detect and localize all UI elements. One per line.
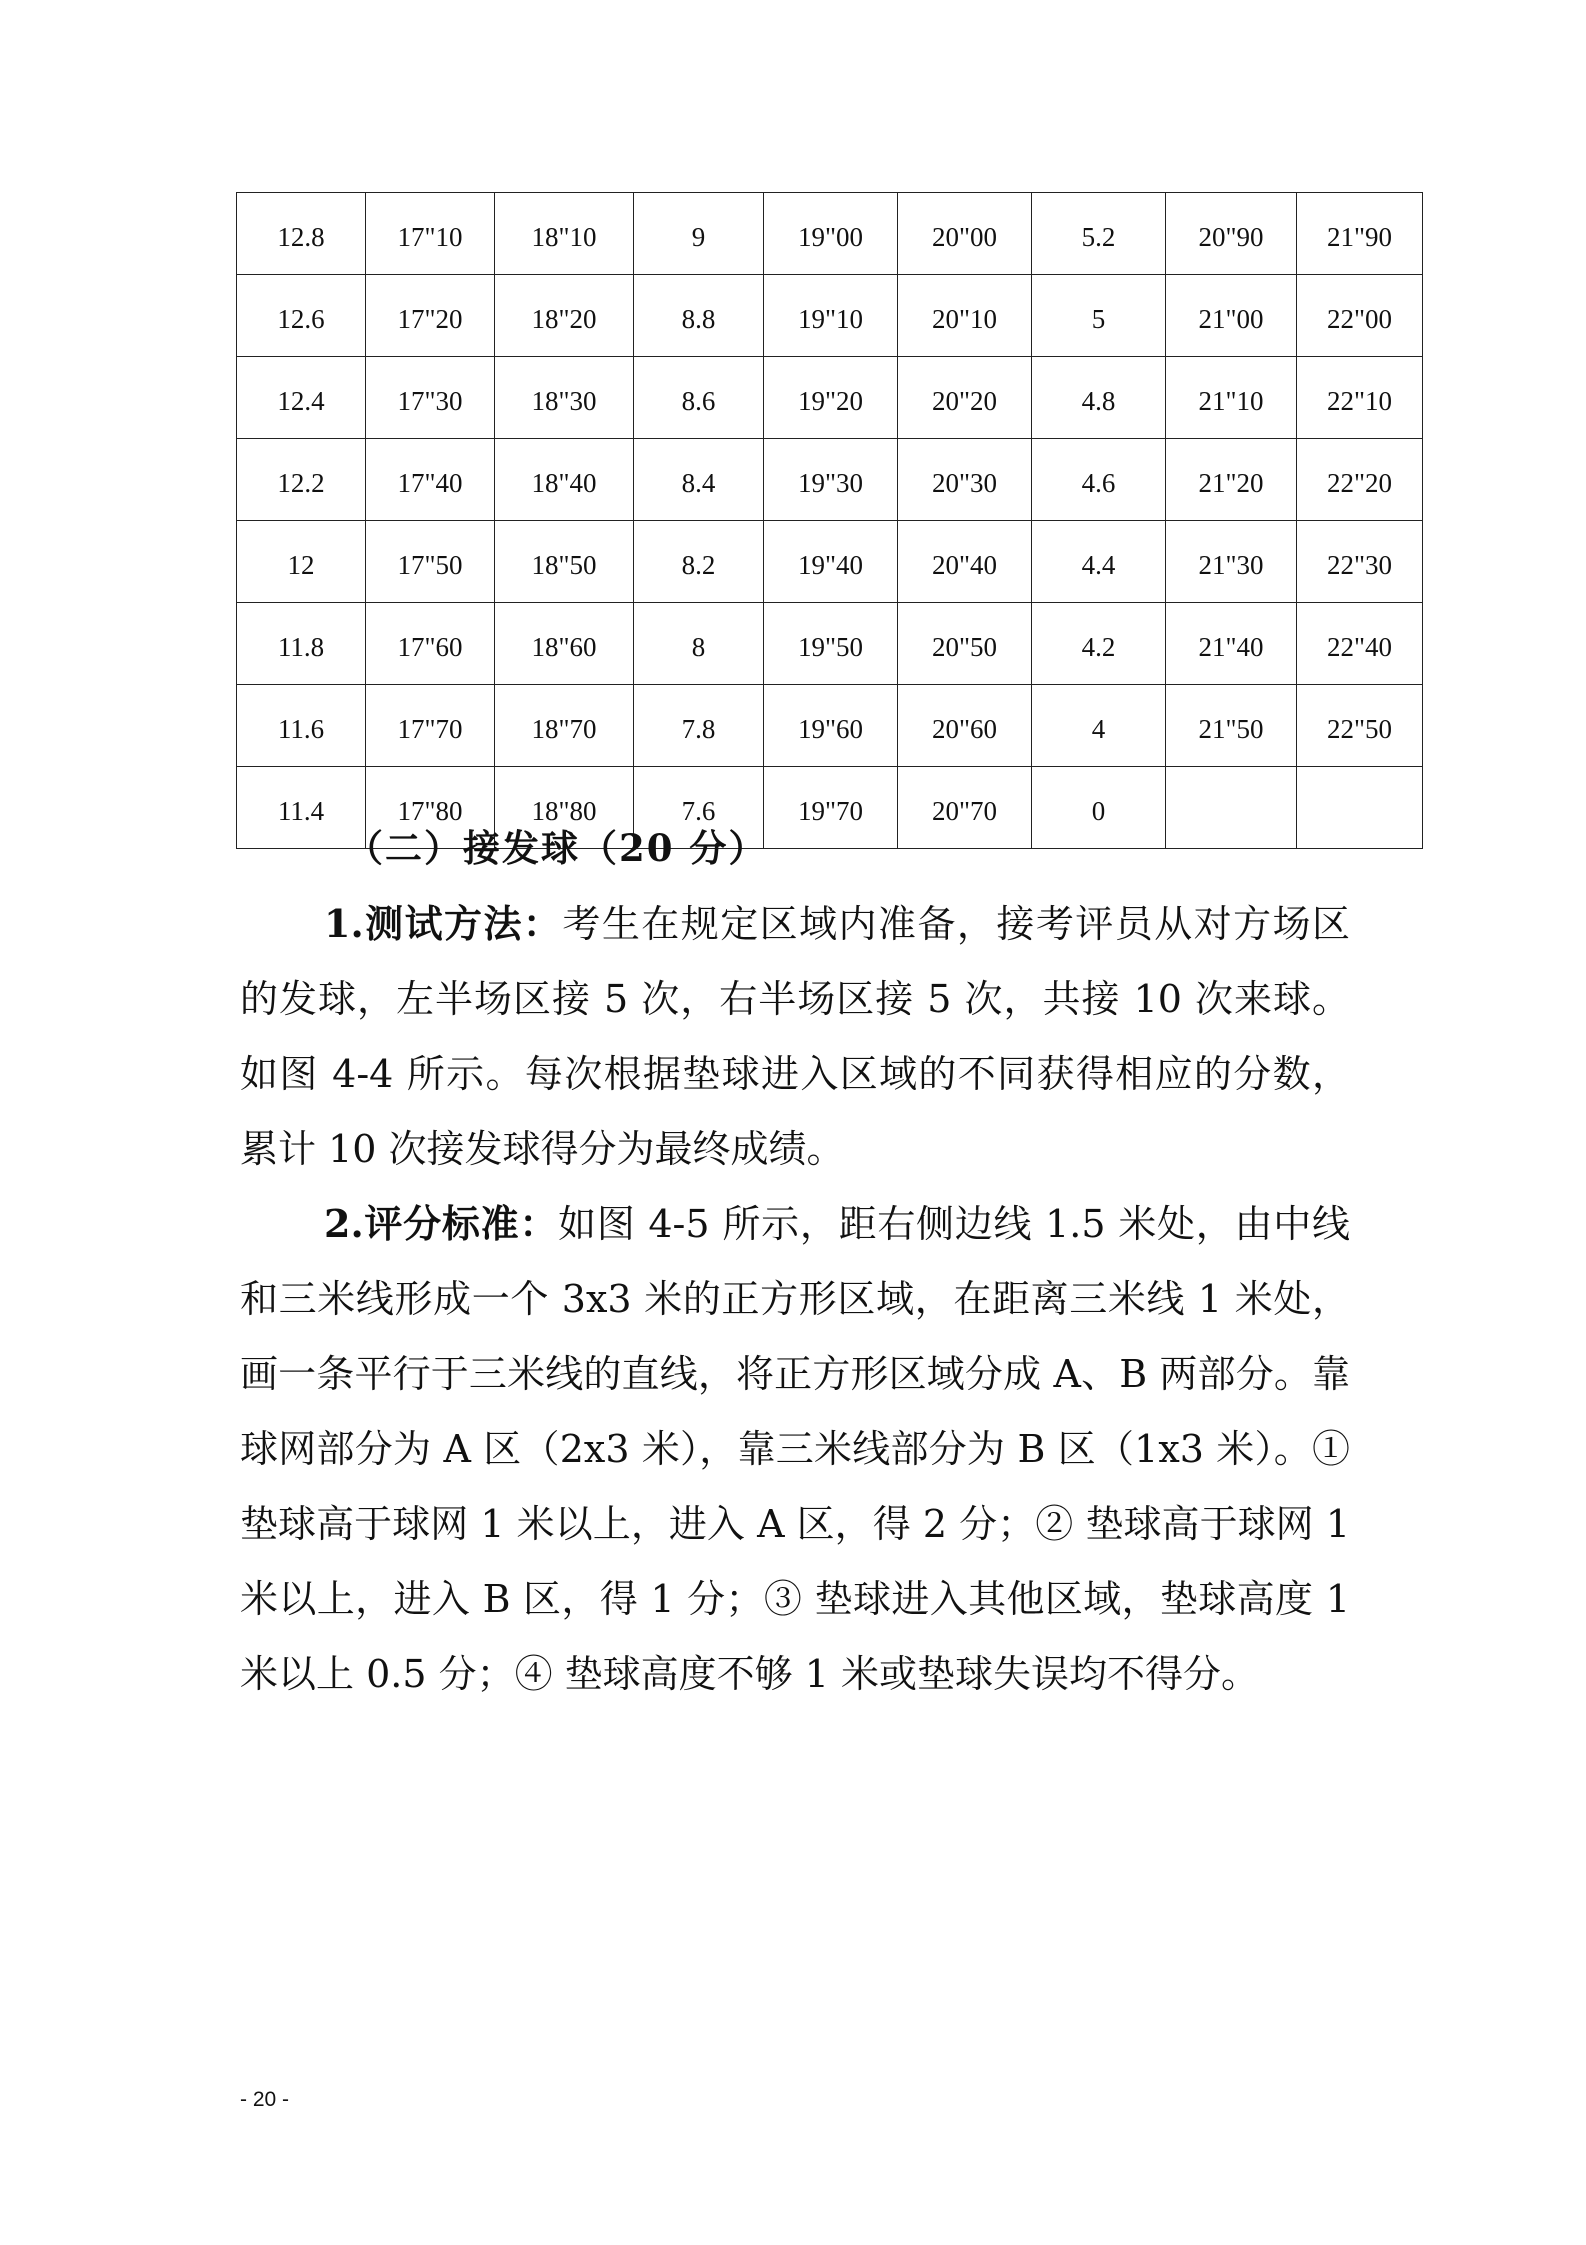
table-cell: 17"40 — [366, 439, 495, 521]
table-cell: 18"20 — [495, 275, 634, 357]
table-cell: 18"60 — [495, 603, 634, 685]
table-row — [237, 275, 1423, 357]
score-table-body — [237, 193, 1423, 849]
table-cell: 4.2 — [1032, 603, 1166, 685]
table-cell: 7.6 — [634, 767, 764, 849]
table-cell: 12 — [237, 521, 366, 603]
table-cell: 8.6 — [634, 357, 764, 439]
table-cell: 4.4 — [1032, 521, 1166, 603]
table-cell: 11.8 — [237, 603, 366, 685]
table-cell: 4.6 — [1032, 439, 1166, 521]
table-cell: 17"70 — [366, 685, 495, 767]
table-cell: 22"20 — [1297, 439, 1423, 521]
table-cell: 12.2 — [237, 439, 366, 521]
table-cell: 4 — [1032, 685, 1166, 767]
table-cell: 8 — [634, 603, 764, 685]
table-cell: 19"70 — [764, 767, 898, 849]
table-cell: 8.4 — [634, 439, 764, 521]
table-row — [237, 521, 1423, 603]
table-cell: 8.8 — [634, 275, 764, 357]
scoring-standard-text: 如图 4-5 所示，距右侧边线 1.5 米处，由中线和三米线形成一个 3x3 米的正方形区域，在距离三米线 1 米处，画一条平行于三米线的直线，将正方形区域分成 A、B 两部分。靠球网部分为 A 区（2x3 米），靠三米线部分为 B 区（1x3 米）。① 垫球高于球网 1 米以上，进入 A 区，得 2 分；② 垫球高于球网 1 米以上，进入 B 区，得 1 分；③ 垫球进入其他区域，垫球高度 1 米以上 0.5 分；④ 垫球高度不够 1 米或垫球失误均不得分。 — [240, 1202, 1351, 1696]
table-cell: 21"00 — [1166, 275, 1297, 357]
test-method-label: 1.测试方法： — [324, 901, 563, 946]
table-cell: 5 — [1032, 275, 1166, 357]
table-cell: 18"10 — [495, 193, 634, 275]
table-cell: 12.8 — [237, 193, 366, 275]
table-cell: 17"60 — [366, 603, 495, 685]
table-cell: 22"30 — [1297, 521, 1423, 603]
table-cell: 11.6 — [237, 685, 366, 767]
table-cell: 21"30 — [1166, 521, 1297, 603]
table-cell: 21"90 — [1297, 193, 1423, 275]
table-cell: 19"30 — [764, 439, 898, 521]
table-row — [237, 685, 1423, 767]
table-cell: 9 — [634, 193, 764, 275]
table-cell: 20"60 — [898, 685, 1032, 767]
test-method-paragraph — [240, 886, 1350, 1187]
table-cell: 17"20 — [366, 275, 495, 357]
table-cell: 18"30 — [495, 357, 634, 439]
table-cell: 18"50 — [495, 521, 634, 603]
table-cell: 19"60 — [764, 685, 898, 767]
table-cell: 18"80 — [495, 767, 634, 849]
table-cell: 19"20 — [764, 357, 898, 439]
table-cell: 22"40 — [1297, 603, 1423, 685]
table-cell: 19"50 — [764, 603, 898, 685]
table-cell: 12.4 — [237, 357, 366, 439]
table-cell: 8.2 — [634, 521, 764, 603]
table-cell: 5.2 — [1032, 193, 1166, 275]
table-cell: 20"50 — [898, 603, 1032, 685]
scoring-standard-label: 2.评分标准： — [324, 1201, 559, 1246]
table-cell: 22"00 — [1297, 275, 1423, 357]
table-cell: 20"00 — [898, 193, 1032, 275]
table-cell: 22"50 — [1297, 685, 1423, 767]
table-row — [237, 193, 1423, 275]
table-cell — [1297, 767, 1423, 849]
table-cell — [1166, 767, 1297, 849]
table-cell: 17"80 — [366, 767, 495, 849]
table-cell: 21"10 — [1166, 357, 1297, 439]
table-cell: 22"10 — [1297, 357, 1423, 439]
table-cell: 21"40 — [1166, 603, 1297, 685]
table-cell: 20"20 — [898, 357, 1032, 439]
table-cell: 19"00 — [764, 193, 898, 275]
table-row — [237, 357, 1423, 439]
table-cell: 4.8 — [1032, 357, 1166, 439]
table-cell: 20"40 — [898, 521, 1032, 603]
table-cell: 21"50 — [1166, 685, 1297, 767]
scoring-standard-paragraph — [240, 1186, 1350, 1712]
section-heading: （二）接发球（20 分） — [346, 826, 768, 870]
page-number: - 20 - — [240, 2088, 290, 2111]
table-cell: 17"10 — [366, 193, 495, 275]
table-cell: 11.4 — [237, 767, 366, 849]
table-cell: 20"10 — [898, 275, 1032, 357]
table-cell: 21"20 — [1166, 439, 1297, 521]
table-cell: 19"40 — [764, 521, 898, 603]
table-row — [237, 603, 1423, 685]
score-table — [236, 192, 1423, 849]
table-cell: 12.6 — [237, 275, 366, 357]
table-cell: 18"40 — [495, 439, 634, 521]
table-cell: 20"70 — [898, 767, 1032, 849]
table-cell: 19"10 — [764, 275, 898, 357]
table-row — [237, 439, 1423, 521]
table-cell: 0 — [1032, 767, 1166, 849]
test-method-text: 考生在规定区域内准备，接考评员从对方场区的发球，左半场区接 5 次，右半场区接 5 次，共接 10 次来球。如图 4-4 所示。每次根据垫球进入区域的不同获得相应的分数，累计 10 次接发球得分为最终成绩。 — [240, 902, 1350, 1171]
table-cell: 17"50 — [366, 521, 495, 603]
table-cell: 17"30 — [366, 357, 495, 439]
table-cell: 18"70 — [495, 685, 634, 767]
table-cell: 20"90 — [1166, 193, 1297, 275]
table-cell: 20"30 — [898, 439, 1032, 521]
table-cell: 7.8 — [634, 685, 764, 767]
